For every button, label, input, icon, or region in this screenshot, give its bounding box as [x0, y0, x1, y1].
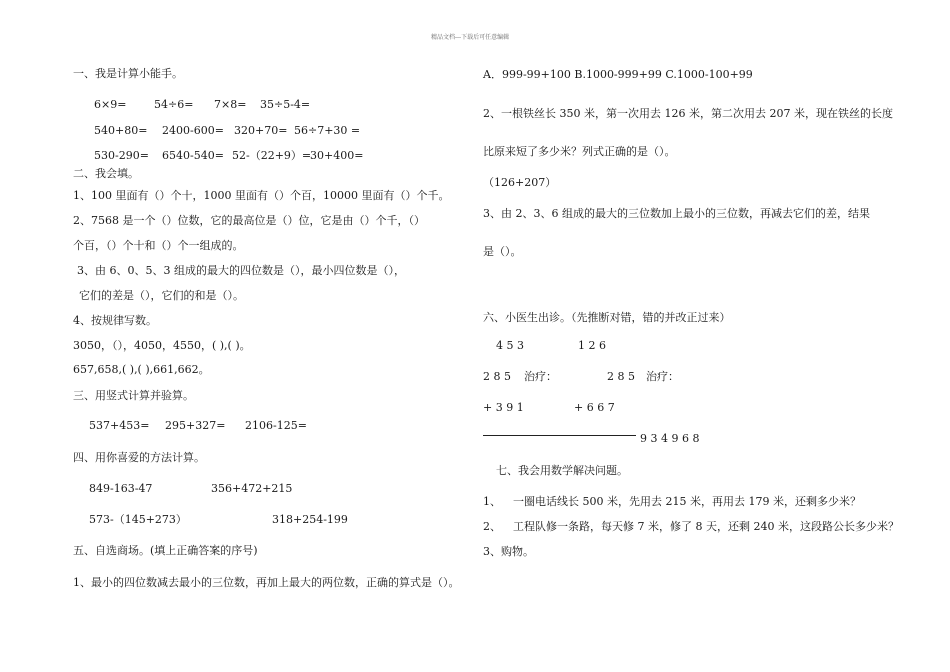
choice-question-1: 1、最小的四位数减去最小的三位数，再加上最大的两位数，正确的算式是（）。: [73, 576, 460, 589]
calc-item: 54÷6=: [154, 98, 194, 111]
treatment-label: 治疗：: [646, 370, 679, 383]
choice-question-3: 3、由 2、3、6 组成的最大的三位数加上最小的三位数，再减去它们的差，结果: [483, 207, 870, 220]
calc-item: 35÷5-4=: [260, 98, 311, 111]
sequence-2: 657,658,( ),( ),661,662。: [73, 363, 210, 376]
vertical-calc-item: 2106-125=: [245, 419, 307, 432]
calc-item: 30+400=: [310, 149, 364, 162]
choice-question-2-cont: 比原来短了多少米？列式正确的是（）。: [483, 145, 676, 158]
section-3-title: 三、用竖式计算并验算。: [73, 389, 194, 402]
fill-question-2-cont: 个百，（）个十和（）个一组成的。: [73, 239, 244, 252]
expression-item: 849-163-47: [89, 482, 153, 495]
sum-result: 9 3 4 9 6 8: [640, 432, 700, 445]
choice-options: A．999-99+100 B.1000-999+99 C.1000-100+99: [483, 68, 753, 81]
calc-item: 7×8=: [214, 98, 247, 111]
section-1-title: 一、我是计算小能手。: [73, 67, 183, 80]
section-7-title: 七、我会用数学解决问题。: [496, 464, 628, 477]
problem-1-number: 1、: [483, 495, 501, 508]
fill-question-4: 4、按规律写数。: [73, 314, 157, 327]
section-6-title: 六、小医生出诊。（先推断对错，错的并改正过来）: [483, 311, 731, 324]
fill-question-1: 1、100 里面有（）个十，1000 里面有（）个百，10000 里面有（）个千。: [73, 189, 450, 202]
addend-middle: 2 8 5: [483, 370, 511, 383]
expression-item: 573-（145+273）: [89, 513, 187, 526]
addend-top: 1 2 6: [578, 339, 606, 352]
fill-question-3-cont: 它们的差是（），它们的和是（）。: [79, 289, 244, 302]
choice-question-2: 2、一根铁丝长 350 米，第一次用去 126 米，第二次用去 207 米，现在铁丝的长度: [483, 107, 893, 120]
page-header: 精品文档---下载后可任意编辑: [431, 34, 510, 41]
problem-2: 工程队修一条路，每天修 7 米，修了 8 天，还剩 240 米，这段路公长多少米？: [513, 520, 899, 533]
addend-top: 4 5 3: [496, 339, 524, 352]
problem-2-number: 2、: [483, 520, 501, 533]
vertical-calc-item: 537+453=: [89, 419, 150, 432]
calc-item: 6×9=: [94, 98, 127, 111]
calc-item: 6540-540=: [162, 149, 224, 162]
problem-3: 3、购物。: [483, 545, 534, 558]
calc-item: 52-（22+9）=: [232, 149, 312, 162]
calc-item: 540+80=: [94, 124, 148, 137]
choice-question-2-note: （126+207）: [483, 176, 557, 189]
calc-item: 2400-600=: [162, 124, 224, 137]
addend-bottom: + 6 6 7: [574, 401, 615, 414]
expression-item: 318+254-199: [272, 513, 348, 526]
problem-1: 一圈电话线长 500 米，先用去 215 米，再用去 179 米，还剩多少米？: [513, 495, 861, 508]
addend-bottom: + 3 9 1: [483, 401, 524, 414]
choice-question-3-cont: 是（）。: [483, 245, 522, 258]
section-4-title: 四、用你喜爱的方法计算。: [73, 451, 205, 464]
calc-item: 320+70=: [234, 124, 288, 137]
section-5-title: 五、自选商场。(填上正确答案的序号): [73, 544, 258, 557]
vertical-calc-item: 295+327=: [165, 419, 226, 432]
addend-middle: 2 8 5: [607, 370, 635, 383]
fill-question-2: 2、7568 是一个（）位数，它的最高位是（）位，它是由（）个千，（）: [73, 214, 425, 227]
calc-item: 530-290=: [94, 149, 149, 162]
expression-item: 356+472+215: [211, 482, 293, 495]
section-2-title: 二、我会填。: [73, 167, 139, 180]
calc-item: 56÷7+30 =: [294, 124, 361, 137]
treatment-label: 治疗：: [524, 370, 557, 383]
sum-line: [483, 435, 636, 436]
fill-question-3: 3、由 6、0、5、3 组成的最大的四位数是（），最小四位数是（），: [77, 264, 405, 277]
sequence-1: 3050，（），4050，4550，( ),( )。: [73, 339, 251, 352]
